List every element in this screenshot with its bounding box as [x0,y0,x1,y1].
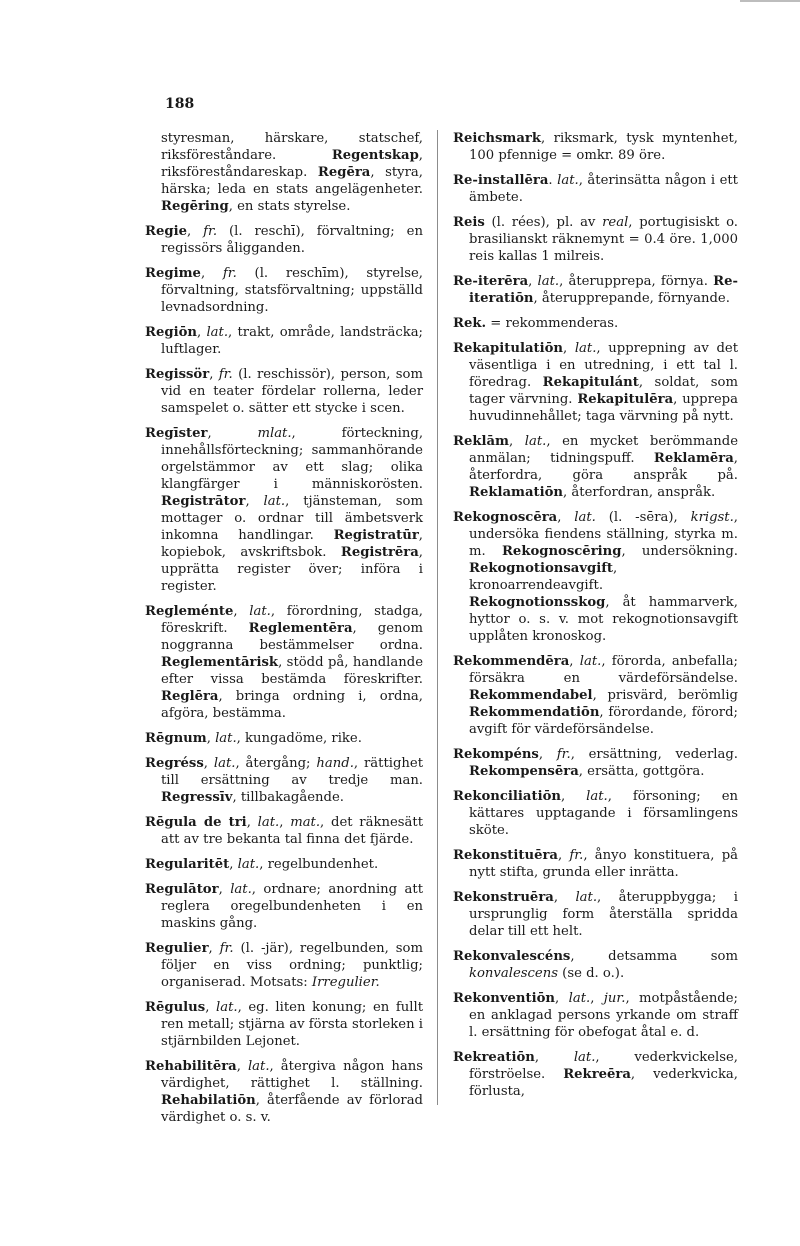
dictionary-entry: Rekapitulatiōn, lat., upprepning av det väsentliga i en utredning, i ett tal l. föredrag. Rekapitulánt, soldat, som tager värvning. Rekapitulēra, upprepa huvudinnehållet; taga värvning på nytt. [453,341,739,424]
dictionary-entry: Regleménte, lat., förordning, stadga, föreskrift. Reglementēra, genom noggranna bestämmelser ordna. Reglementārisk, stödd på, handlande efter vissa bestämda föreskrifter. Reglēra, bringa ordning i, ordna, afgöra, bestämma. [145,604,423,721]
dictionary-entry: Rehabilitēra, lat., återgiva någon hans värdighet, rättighet l. ställning. Rehabilatiōn, återfående av förlorad värdighet o. s. v. [145,1059,423,1125]
dictionary-entry: Regie, fr. (l. reschī), förvaltning; en regissörs åligganden. [145,224,423,256]
dictionary-entry: Regréss, lat., återgång; hand., rättighet till ersättning av tredje man. Regressīv, tillbakagående. [145,756,424,805]
left-column [145,130,423,1134]
dictionary-entry: styresman, härskare, statschef, riksföreståndare. Regentskap, riksföreståndareskap. Regēra, styra, härska; leda en stats angelägenheter. Regēring, en stats styrelse. [161,131,423,214]
dictionary-entry: Rekonvalescéns, detsamma som konvalescens (se d. o.). [453,949,738,981]
dictionary-entry: Rēgula de tri, lat., mat., det räknesätt att av tre bekanta tal finna det fjärde. [145,815,423,847]
dictionary-entry: Reklām, lat., en mycket berömmande anmälan; tidningspuff. Reklamēra, återfordra, göra anspråk på. Reklamatiōn, återfordran, anspråk. [453,434,738,500]
dictionary-entry: Regularitēt, lat., regelbundenhet. [145,857,379,872]
scan-edge-mark [740,0,800,2]
dictionary-entry: Rekommendēra, lat., förorda, anbefalla; försäkra en värdeförsändelse. Rekommendabel, prisvärd, berömlig Rekommendatiōn, förordande, förord; avgift för värdeförsändelse. [453,654,738,737]
dictionary-entry: Regiōn, lat., trakt, område, landsträcka; luftlager. [145,325,423,357]
dictionary-entry: Rek. = rekommenderas. [453,316,619,331]
dictionary-entry: Reichsmark, riksmark, tysk myntenhet, 100 pfennige = omkr. 89 öre. [453,131,738,163]
dictionary-entry: Rekreatiōn, lat., vederkvickelse, förströelse. Rekreēra, vederkvicka, förlusta, [453,1050,738,1099]
column-divider [437,130,438,1105]
dictionary-entry: Reis (l. rées), pl. av real, portugisiskt o. brasilianskt räknemynt = 0.4 öre. 1,000 reis kallas 1 milreis. [453,215,738,264]
page-number: 188 [165,96,195,112]
dictionary-entry: Rekonstruēra, lat., återuppbygga; i ursprunglig form återställa spridda delar till ett helt. [453,890,738,939]
dictionary-entry: Regīster, mlat., förteckning, innehållsförteckning; sammanhörande orgelstämmor av ett slag; olika klangfärger i människorösten. Registrātor, lat., tjänsteman, som mottager o. ordnar till ämbetsverk inkomna handlingar. Registratūr, kopiebok, avskriftsbok. Registrēra, upprätta register över; införa i register. [145,426,424,594]
dictionary-entry: Rekompéns, fr., ersättning, vederlag. Rekompensēra, ersätta, gottgöra. [453,747,738,779]
dictionary-entry: Regulātor, lat., ordnare; anordning att reglera oregelbundenheten i en maskins gång. [145,882,423,931]
right-column [453,130,738,1108]
dictionary-entry: Regime, fr. (l. reschīm), styrelse, förvaltning, statsförvaltning; uppställd levnadsordning. [145,266,423,315]
dictionary-entry: Re-iterēra, lat., återupprepa, förnya. Re-iteratiōn, återupprepande, förnyande. [453,274,738,306]
dictionary-entry: Re-installēra. lat., återinsätta någon i ett ämbete. [453,173,738,205]
dictionary-entry: Regulier, fr. (l. -jär), regelbunden, som följer en viss ordning; punktlig; organiserad. Motsats: Irregulier. [145,941,423,990]
dictionary-entry: Rekognoscēra, lat. (l. -sēra), krigst., undersöka fiendens ställning, styrka m. m. Rekognoscēring, undersökning. Rekognotionsavgift, kronoarrendeavgift. Rekognotionsskog, åt hammarverk, hyttor o. s. v. mot rekognotionsavgift upplåten kronoskog. [453,510,738,644]
dictionary-entry: Rēgnum, lat., kungadöme, rike. [145,731,362,746]
dictionary-entry: Rekonciliatiōn, lat., försoning; en kättares upptagande i församlingens sköte. [453,789,738,838]
dictionary-entry: Rēgulus, lat., eg. liten konung; en fullt ren metall; stjärna av första storleken i stjärnbilden Lejonet. [145,1000,423,1049]
dictionary-entry: Regissör, fr. (l. reschissör), person, som vid en teater fördelar rollerna, leder samspelet o. sätter ett stycke i scen. [145,367,423,416]
dictionary-entry: Rekonventiōn, lat., jur., motpåstående; en anklagad persons yrkande om straff l. ersättning för obefogat åtal e. d. [453,991,738,1040]
dictionary-entry: Rekonstituēra, fr., ånyo konstituera, på nytt stifta, grunda eller inrätta. [453,848,739,880]
